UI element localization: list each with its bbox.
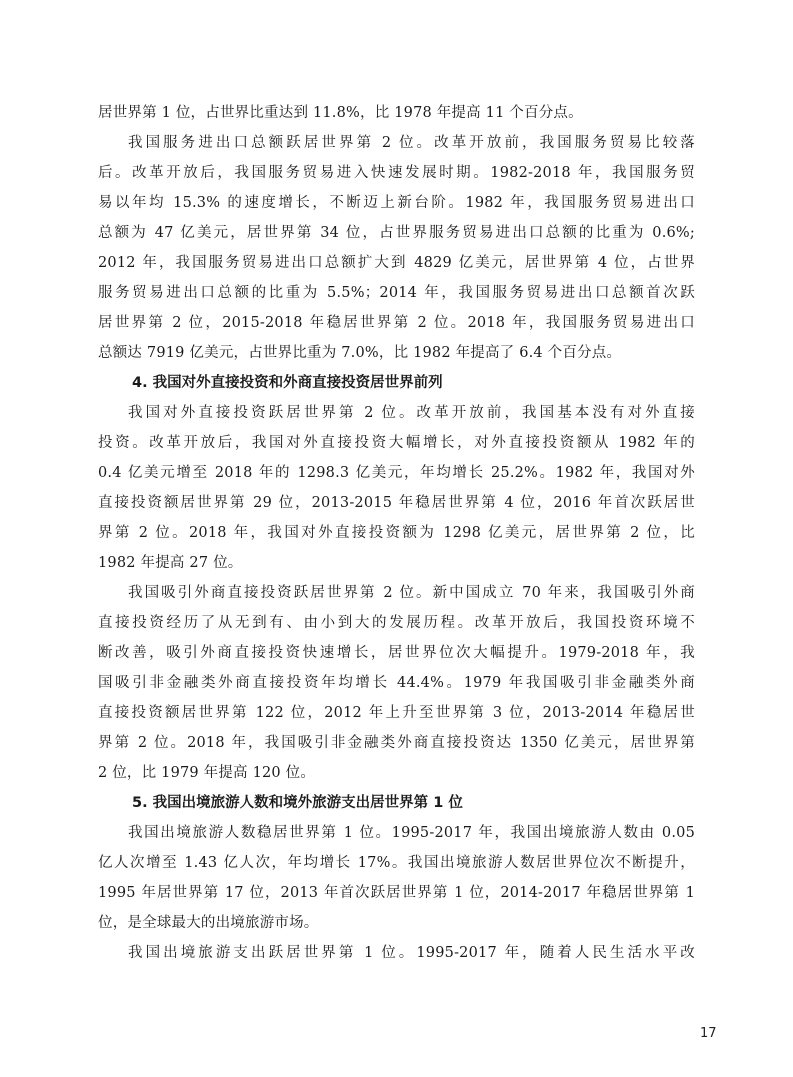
text-line: 位，是全球最大的出境旅游市场。 bbox=[98, 915, 319, 931]
section-heading-5: 5. 我国出境旅游人数和境外旅游支出居世界第 1 位 bbox=[132, 795, 463, 811]
text-line: 直接投资额居世界第 122 位，2012 年上升至世界第 3 位，2013-2014 年稳居世 bbox=[98, 705, 695, 721]
text-line: 直接投资额居世界第 29 位，2013-2015 年稳居世界第 4 位，2016 年首次跃居世 bbox=[98, 495, 695, 511]
paragraph-outward-fdi bbox=[98, 398, 695, 578]
text-line: 1982 年提高 27 位。 bbox=[98, 555, 243, 571]
text-line: 我国对外直接投资跃居世界第 2 位。改革开放前，我国基本没有对外直接 bbox=[128, 405, 695, 421]
text-line: 我国吸引外商直接投资跃居世界第 2 位。新中国成立 70 年来，我国吸引外商 bbox=[128, 585, 695, 601]
text-line: 居世界第 2 位，2015-2018 年稳居世界第 2 位。2018 年，我国服务贸易进出口 bbox=[98, 315, 695, 331]
paragraph-continuation bbox=[98, 98, 695, 128]
text-line: 服务贸易进出口总额的比重为 5.5%；2014 年，我国服务贸易进出口总额首次跃 bbox=[98, 285, 695, 301]
text-line: 亿人次增至 1.43 亿人次，年均增长 17%。我国出境旅游人数居世界位次不断提升， bbox=[98, 855, 695, 871]
text-line: 我国服务进出口总额跃居世界第 2 位。改革开放前，我国服务贸易比较落 bbox=[128, 135, 695, 151]
paragraph-inward-fdi bbox=[98, 578, 695, 788]
text-line: 界第 2 位。2018 年，我国对外直接投资额为 1298 亿美元，居世界第 2 位，比 bbox=[98, 525, 695, 541]
text-line: 断改善，吸引外商直接投资快速增长，居世界位次大幅提升。1979-2018 年，我 bbox=[98, 645, 695, 661]
text-line: 我国出境旅游支出跃居世界第 1 位。1995-2017 年，随着人民生活水平改 bbox=[128, 945, 695, 961]
text-line: 2012 年，我国服务贸易进出口总额扩大到 4829 亿美元，居世界第 4 位，占世界 bbox=[98, 255, 695, 271]
section-heading-4: 4. 我国对外直接投资和外商直接投资居世界前列 bbox=[132, 375, 443, 391]
text-line: 界第 2 位。2018 年，我国吸引非金融类外商直接投资达 1350 亿美元，居世界第 bbox=[98, 735, 695, 751]
text-line: 0.4 亿美元增至 2018 年的 1298.3 亿美元，年均增长 25.2%。1982 年，我国对外 bbox=[98, 465, 695, 481]
document-body bbox=[98, 98, 695, 968]
paragraph-service-trade bbox=[98, 128, 695, 368]
text-line: 国吸引非金融类外商直接投资年均增长 44.4%。1979 年我国吸引非金融类外商 bbox=[98, 675, 695, 691]
text-line: 后。改革开放后，我国服务贸易进入快速发展时期。1982-2018 年，我国服务贸 bbox=[98, 165, 695, 181]
text-line: 我国出境旅游人数稳居世界第 1 位。1995-2017 年，我国出境旅游人数由 0.05 bbox=[128, 825, 695, 841]
page-number: 17 bbox=[700, 1026, 717, 1041]
text-line: 2 位，比 1979 年提高 120 位。 bbox=[98, 765, 316, 781]
text-line: 总额达 7919 亿美元，占世界比重为 7.0%，比 1982 年提高了 6.4 个百分点。 bbox=[98, 345, 622, 361]
paragraph-outbound-spending bbox=[98, 938, 695, 968]
paragraph-outbound-tourists bbox=[98, 818, 695, 938]
text-line: 投资。改革开放后，我国对外直接投资大幅增长，对外直接投资额从 1982 年的 bbox=[98, 435, 695, 451]
text-line: 直接投资经历了从无到有、由小到大的发展历程。改革开放后，我国投资环境不 bbox=[98, 615, 695, 631]
text-line: 易以年均 15.3% 的速度增长，不断迈上新台阶。1982 年，我国服务贸易进出口 bbox=[98, 195, 695, 211]
text-line: 居世界第 1 位，占世界比重达到 11.8%，比 1978 年提高 11 个百分点。 bbox=[98, 105, 583, 121]
text-line: 1995 年居世界第 17 位，2013 年首次跃居世界第 1 位，2014-2017 年稳居世界第 1 bbox=[98, 885, 695, 901]
text-line: 总额为 47 亿美元，居世界第 34 位，占世界服务贸易进出口总额的比重为 0.6%; bbox=[98, 225, 695, 241]
